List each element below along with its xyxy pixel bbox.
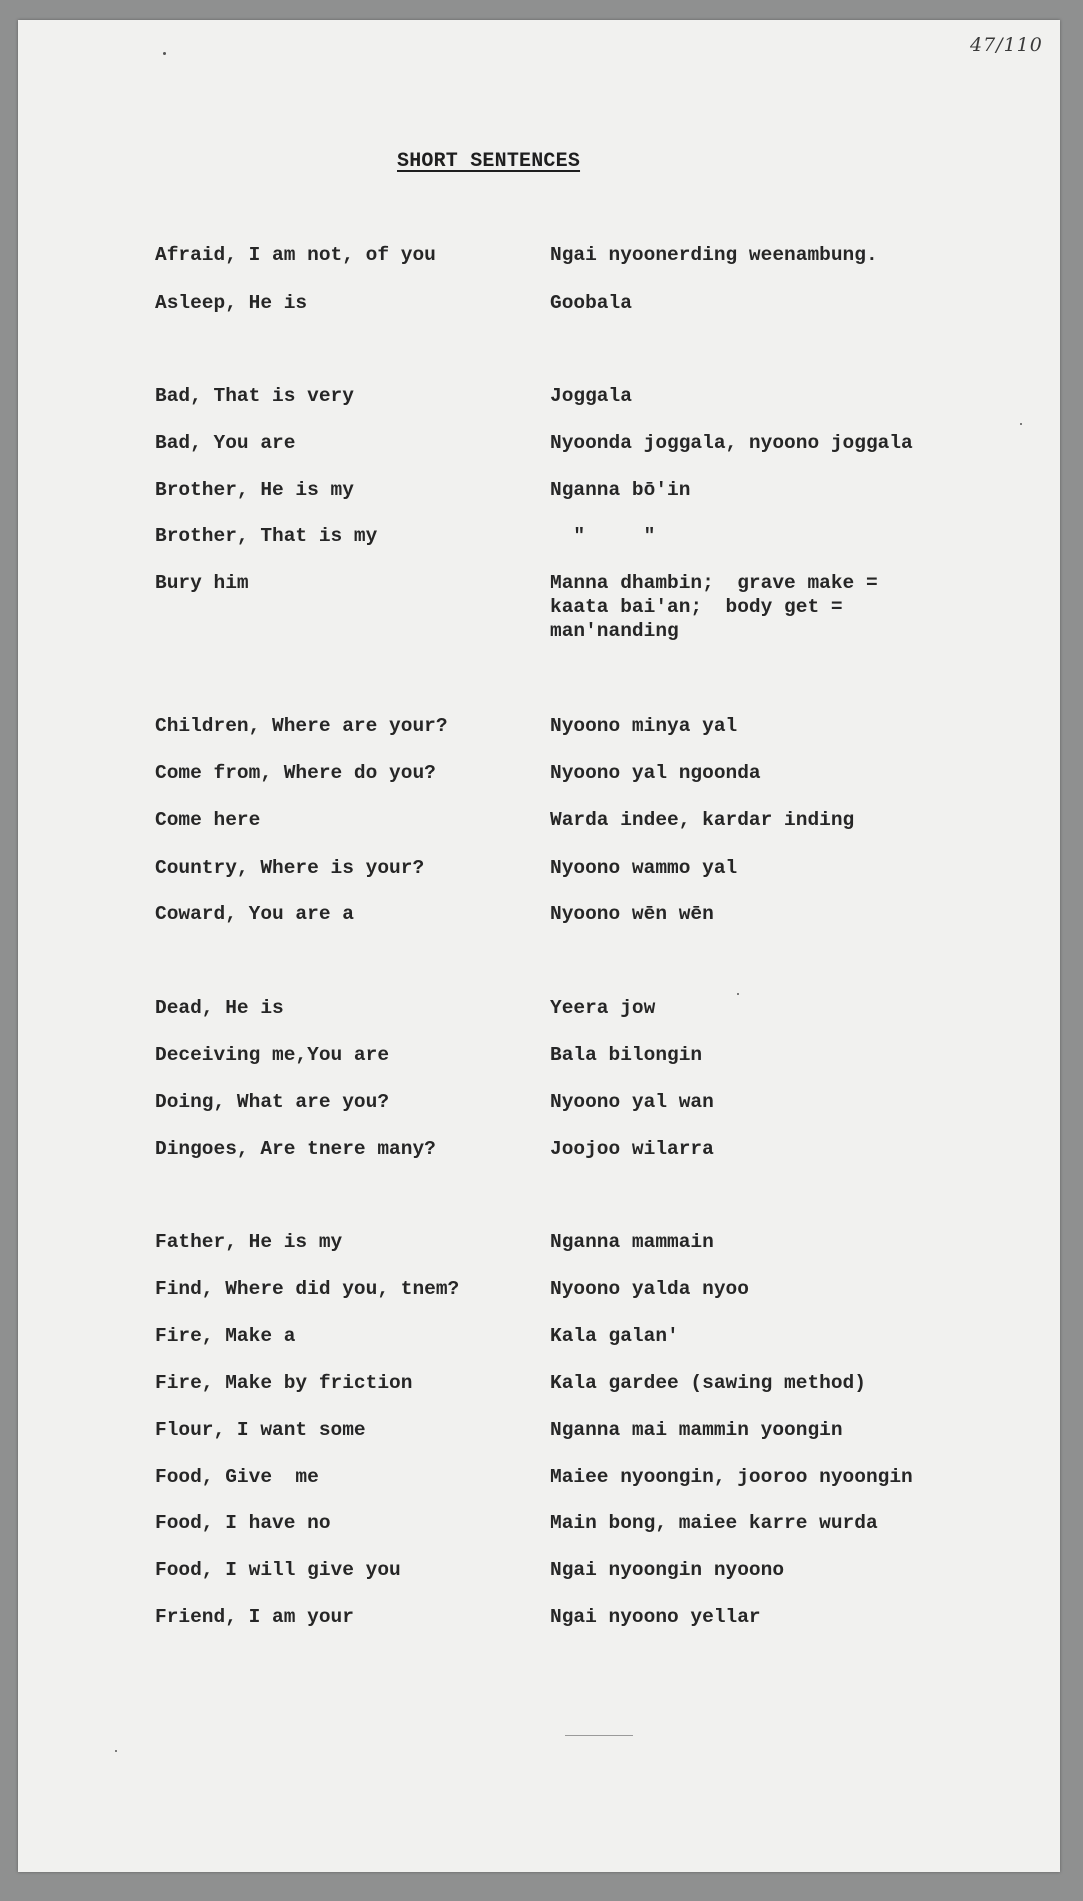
english-phrase: Asleep, He is: [155, 292, 308, 314]
native-translation: Bala bilongin: [550, 1044, 703, 1066]
native-translation: Ngai nyoono yellar: [550, 1606, 761, 1628]
native-translation: Nganna mai mammin yoongin: [550, 1419, 843, 1441]
native-translation: Nganna mammain: [550, 1231, 714, 1253]
native-translation: Nyoono yalda nyoo: [550, 1278, 749, 1300]
english-phrase: Dead, He is: [155, 997, 284, 1019]
english-phrase: Deceiving me,You are: [155, 1044, 390, 1066]
native-translation: " ": [550, 525, 656, 547]
english-phrase: Food, I will give you: [155, 1559, 401, 1581]
native-translation: Nyoono minya yal: [550, 715, 738, 737]
english-phrase: Fire, Make by friction: [155, 1372, 413, 1394]
native-translation: Kala gardee (sawing method): [550, 1372, 866, 1394]
english-phrase: Food, Give me: [155, 1466, 319, 1488]
english-phrase: Find, Where did you, tnem?: [155, 1278, 460, 1300]
native-translation: Joggala: [550, 385, 632, 407]
native-translation: Nyoono yal ngoonda: [550, 762, 761, 784]
english-phrase: Coward, You are a: [155, 903, 354, 925]
native-translation: Ngai nyoonerding weenambung.: [550, 244, 878, 266]
native-translation: Nyoono wēn wēn: [550, 903, 714, 925]
english-phrase: Dingoes, Are tnere many?: [155, 1138, 436, 1160]
english-phrase: Doing, What are you?: [155, 1091, 390, 1113]
english-phrase: Fire, Make a: [155, 1325, 296, 1347]
paper-speck: [115, 1750, 117, 1752]
native-translation: Nyoonda joggala, nyoono joggala: [550, 432, 913, 454]
native-translation: Goobala: [550, 292, 632, 314]
native-translation: Nyoono yal wan: [550, 1091, 714, 1113]
native-translation: Warda indee, kardar inding: [550, 809, 855, 831]
paper-speck: [1020, 423, 1022, 425]
english-phrase: Father, He is my: [155, 1231, 343, 1253]
english-phrase: Country, Where is your?: [155, 857, 425, 879]
native-translation: Nganna bō'in: [550, 479, 691, 501]
page-title: SHORT SENTENCES: [397, 150, 581, 173]
english-phrase: Friend, I am your: [155, 1606, 354, 1628]
page-number: 47/110: [970, 34, 1043, 56]
english-phrase: Brother, He is my: [155, 479, 354, 501]
english-phrase: Bad, You are: [155, 432, 296, 454]
pencil-mark: [565, 1735, 633, 1736]
english-phrase: Bad, That is very: [155, 385, 354, 407]
native-translation: Joojoo wilarra: [550, 1138, 714, 1160]
native-translation: Maiee nyoongin, jooroo nyoongin: [550, 1466, 913, 1488]
paper-speck: [163, 52, 166, 55]
native-translation: Ngai nyoongin nyoono: [550, 1559, 785, 1581]
paper-speck: [737, 993, 739, 995]
native-translation: Nyoono wammo yal: [550, 857, 738, 879]
native-translation: Yeera jow: [550, 997, 656, 1019]
english-phrase: Come here: [155, 809, 261, 831]
english-phrase: Brother, That is my: [155, 525, 378, 547]
english-phrase: Bury him: [155, 572, 249, 594]
english-phrase: Children, Where are your?: [155, 715, 448, 737]
english-phrase: Food, I have no: [155, 1512, 331, 1534]
native-translation: Kala galan': [550, 1325, 679, 1347]
english-phrase: Flour, I want some: [155, 1419, 366, 1441]
native-translation: Main bong, maiee karre wurda: [550, 1512, 878, 1534]
english-phrase: Afraid, I am not, of you: [155, 244, 436, 266]
native-translation: Manna dhambin; grave make = kaata bai'an; body get = man'nanding: [550, 572, 878, 642]
english-phrase: Come from, Where do you?: [155, 762, 436, 784]
